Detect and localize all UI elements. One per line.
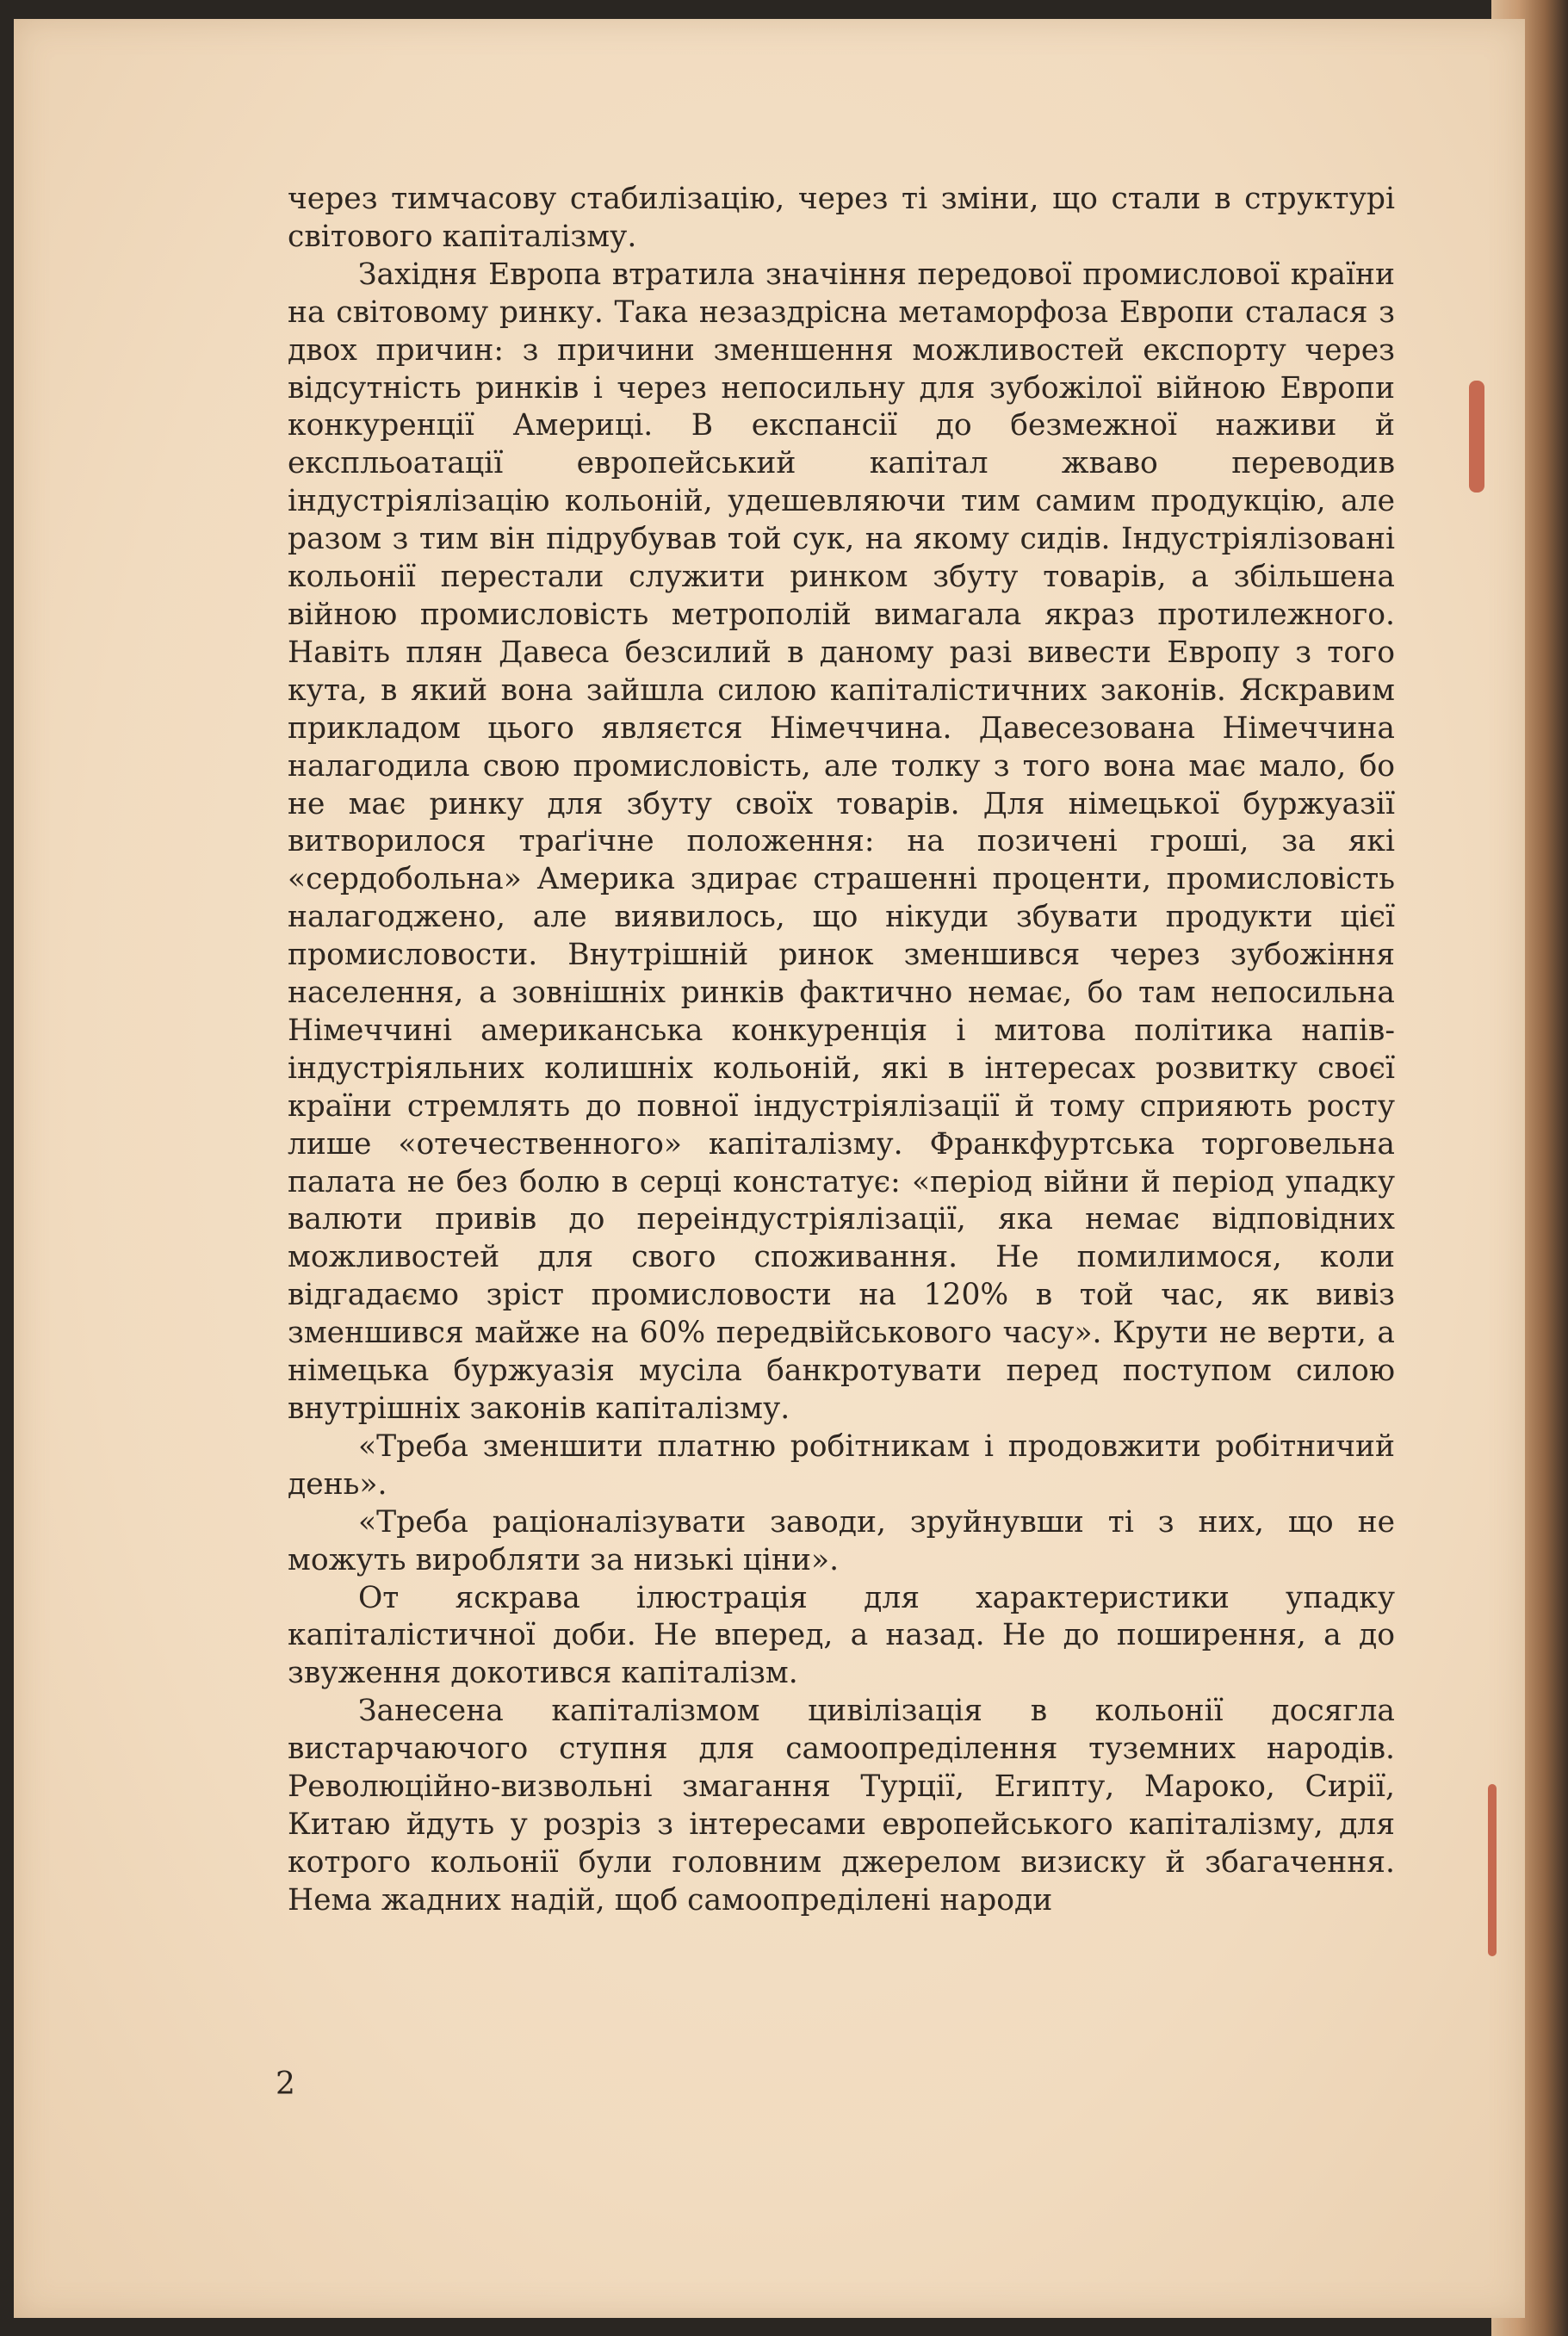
red-stain-mark <box>1469 381 1484 493</box>
red-stain-mark <box>1488 1784 1497 1956</box>
body-text <box>288 181 1395 1920</box>
paragraph-continuation: через тимчасову стабилізацію, через ті зміни, що стали в структурі світового капіталізму. <box>288 182 1395 254</box>
paragraph-quote: «Треба раціоналізувати заводи, зруйнувши ті з них, що не можуть виробляти за низькі ціни». <box>288 1504 1395 1577</box>
paragraph: Західня Европа втратила значіння передової промислової країни на світовому ринку. Така незаздрісна метаморфоза Европи сталася з двох причин: з причини зменшення можливостей експорту через відсутність ринків і через непосильну для зубожілої війною Европи конкуренції Америці. В експансії до безмежної наживи й експльоатації европейський капітал жваво переводив індустріялізацію кольоній, удешевляючи тим самим продукцію, але разом з тим він підрубував той сук, на якому сидів. Індустріялізовані кольонії перестали служити ринком збуту товарів, а збільшена війною промисловість метрополій вимагала якраз протилежного. Навіть плян Давеса безсилий в даному разі вивести Европу з того кута, в який вона зайшла силою капіталістичних законів. Яскравим прикладом цього являєтся Німеччина. Давесезована Німеччина налагодила свою промисловість, але толку з того вона має мало, бо не має ринку для збуту своїх товарів. Для німецької буржуазії витворилося траґічне положення: на позичені гроші, за які «сердобольна» Америка здирає страшенні проценти, промисловість налагоджено, але виявилось, що нікуди збувати продукти цієї промисловости. Внутрішній ринок зменшився через зубожіння населення, а зовнішніх ринків фактично немає, бо там непосильна Німеччині американська конкуренція і митова політика напів-індустріяльних колишніх кольоній, які в інтересах розвитку своєї країни стремлять до повної індустріялізації й тому сприяють росту лише «отечественного» капіталізму. Франкфуртська торговельна палата не без болю в серці констатує: «період війни й період упадку валюти привів до переіндустріялізації, яка немає відповідних можливостей для свого споживання. Не помилимося, коли відгадаємо зріст промисловости на 120% в той час, як вивіз зменшився майже на 60% передвійськового часу». Крути не верти, а німецька буржуазія мусіла банкротувати перед поступом силою внутрішніх законів капіталізму. <box>288 257 1395 1426</box>
paragraph: Занесена капіталізмом цивілізація в кольонії досягла вистарчаючого ступня для самоопреділення туземних народів. Революційно-визвольні змагання Турції, Египту, Мароко, Сирії, Китаю йдуть у розріз з інтересами европейського капіталізму, для котрого кольонії були головним джерелом визиску й збагачення. Нема жадних надій, щоб самоопреділені народи <box>288 1694 1395 1918</box>
page-number: 2 <box>276 2066 295 2102</box>
paragraph: От яскрава ілюстрація для характеристики упадку капіталістичної доби. Не вперед, а назад. Не до поширення, а до звуження докотився капіталізм. <box>288 1580 1395 1691</box>
paragraph-quote: «Треба зменшити платню робітникам і продовжити робітничий день». <box>288 1428 1395 1502</box>
